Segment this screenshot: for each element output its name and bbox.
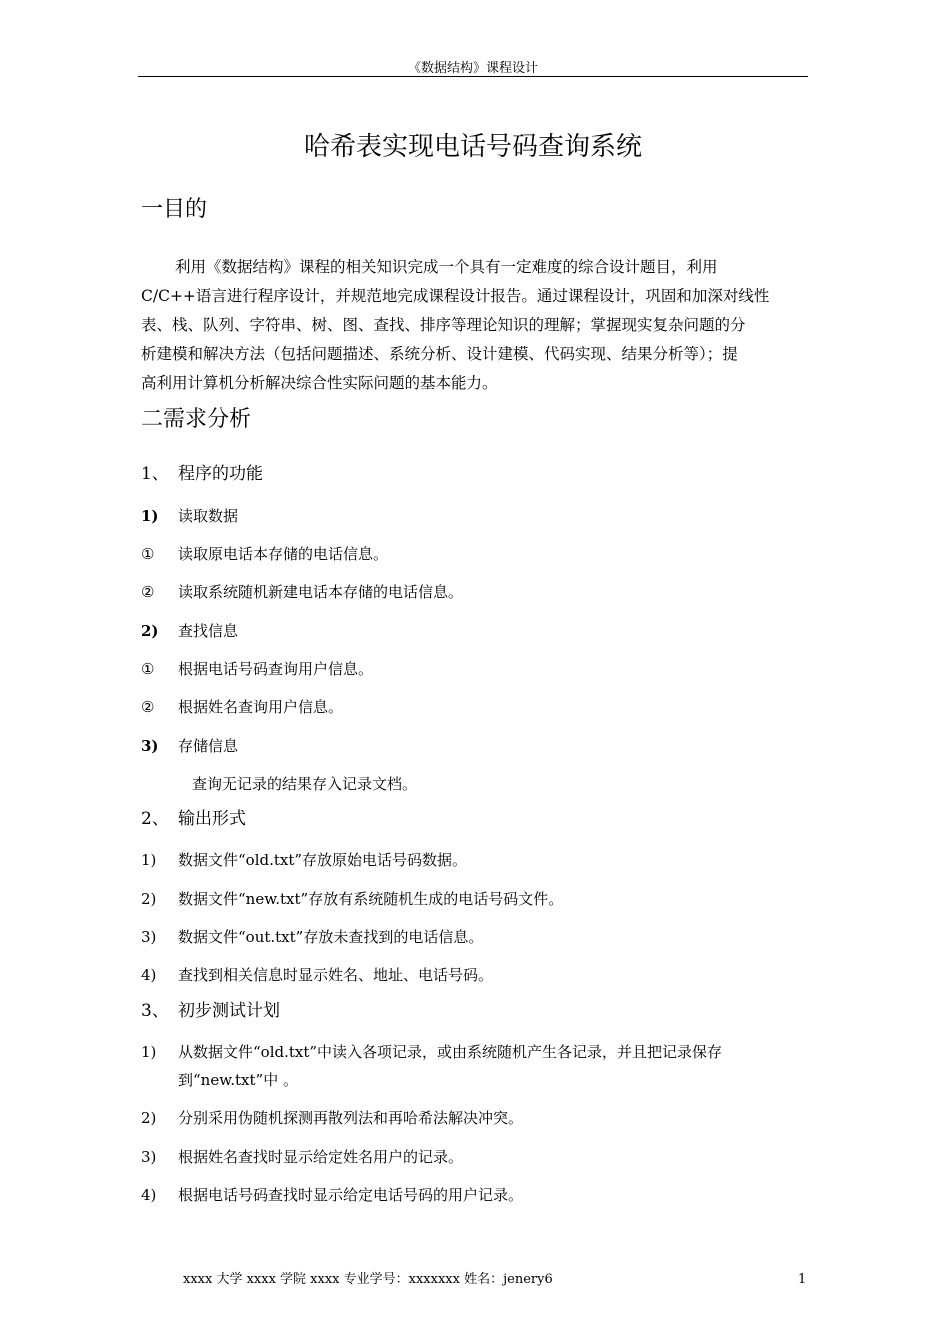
list-item — [141, 697, 343, 717]
subsection-label: 输出形式 — [178, 809, 246, 829]
list-item-number: 1) — [141, 851, 157, 869]
list-item-text: 数据文件“old.txt”存放原始电话号码数据。 — [178, 851, 468, 869]
list-item-text: 根据电话号码查询用户信息。 — [178, 660, 374, 678]
list-item — [141, 736, 238, 756]
subsection-label: 初步测试计划 — [178, 1001, 280, 1021]
list-item-number: 3) — [141, 737, 159, 755]
section-heading-purpose: 一目的 — [141, 197, 208, 222]
header-rule — [138, 76, 808, 77]
list-item-number: 4) — [141, 1186, 157, 1204]
list-item-text: 查找到相关信息时显示姓名、地址、电话号码。 — [178, 966, 494, 984]
list-item-text: 根据姓名查询用户信息。 — [178, 698, 344, 716]
list-item — [141, 621, 238, 641]
list-item — [141, 1042, 722, 1062]
document-title: 哈希表实现电话号码查询系统 — [303, 132, 642, 162]
list-item — [141, 506, 238, 526]
paragraph-line: 利用《数据结构》课程的相关知识完成一个具有一定难度的综合设计题目，利用 — [175, 258, 718, 276]
list-item-number: ① — [141, 660, 155, 678]
section-heading-requirements: 二需求分析 — [141, 407, 252, 432]
list-item — [141, 927, 483, 947]
subsection-heading-output — [141, 807, 246, 831]
subsection-number: 2、 — [141, 809, 169, 829]
list-item-text: 存储信息 — [178, 737, 239, 755]
list-item-number: 3) — [141, 928, 157, 946]
list-item — [141, 850, 467, 870]
list-item-number: 2) — [141, 1109, 157, 1127]
list-item-number: 1) — [141, 507, 159, 525]
list-item-text: 分别采用伪随机探测再散列法和再哈希法解决冲突。 — [178, 1109, 524, 1127]
list-item-text: 根据电话号码查找时显示给定电话号码的用户记录。 — [178, 1186, 524, 1204]
list-item — [141, 965, 493, 985]
paragraph-line: 高利用计算机分析解决综合性实际问题的基本能力。 — [141, 374, 498, 392]
list-item — [141, 889, 563, 909]
list-item-text: 查找信息 — [178, 622, 239, 640]
subsection-label: 程序的功能 — [178, 464, 263, 484]
list-item-text: 从数据文件“old.txt”中读入各项记录，或由系统随机产生各记录，并且把记录保存 — [178, 1043, 723, 1061]
list-item-number: 2) — [141, 890, 157, 908]
list-item — [141, 544, 388, 564]
list-item-number: 2) — [141, 622, 159, 640]
storage-note: 查询无记录的结果存入记录文档。 — [192, 775, 418, 793]
page-footer: xxxx 大学 xxxx 学院 xxxx 专业学号：xxxxxxx 姓名：jenery6 — [183, 1272, 553, 1287]
list-item — [141, 582, 463, 602]
list-item-number: ② — [141, 698, 155, 716]
subsection-number: 1、 — [141, 464, 169, 484]
list-item-text: 读取原电话本存储的电话信息。 — [178, 545, 389, 563]
subsection-number: 3、 — [141, 1001, 169, 1021]
page-header: 《数据结构》课程设计 — [407, 61, 538, 76]
list-item-number: 1) — [141, 1043, 157, 1061]
list-item-number: 4) — [141, 966, 157, 984]
page-number: 1 — [798, 1272, 807, 1287]
list-item — [141, 1108, 523, 1128]
list-item-text: 数据文件“new.txt”存放有系统随机生成的电话号码文件。 — [178, 890, 564, 908]
list-item-text: 读取数据 — [178, 507, 239, 525]
paragraph-line: 表、栈、队列、字符串、树、图、查找、排序等理论知识的理解；掌握现实复杂问题的分 — [141, 316, 746, 334]
list-item-number: ① — [141, 545, 155, 563]
list-item-continuation: 到“new.txt”中 。 — [178, 1071, 298, 1089]
list-item-text: 数据文件“out.txt”存放未查找到的电话信息。 — [178, 928, 484, 946]
list-item-text: 根据姓名查找时显示给定姓名用户的记录。 — [178, 1148, 464, 1166]
paragraph-line: 析建模和解决方法（包括问题描述、系统分析、设计建模、代码实现、结果分析等）；提 — [141, 345, 738, 363]
list-item-text: 读取系统随机新建电话本存储的电话信息。 — [178, 583, 464, 601]
list-item — [141, 1185, 523, 1205]
subsection-heading-functions — [141, 462, 263, 486]
list-item — [141, 659, 373, 679]
list-item-number: ② — [141, 583, 155, 601]
paragraph-line: C/C++语言进行程序设计，并规范地完成课程设计报告。通过课程设计，巩固和加深对线性 — [141, 287, 770, 305]
subsection-heading-test-plan — [141, 999, 280, 1023]
list-item — [141, 1147, 463, 1167]
purpose-paragraph — [141, 253, 808, 398]
list-item-number: 3) — [141, 1148, 157, 1166]
